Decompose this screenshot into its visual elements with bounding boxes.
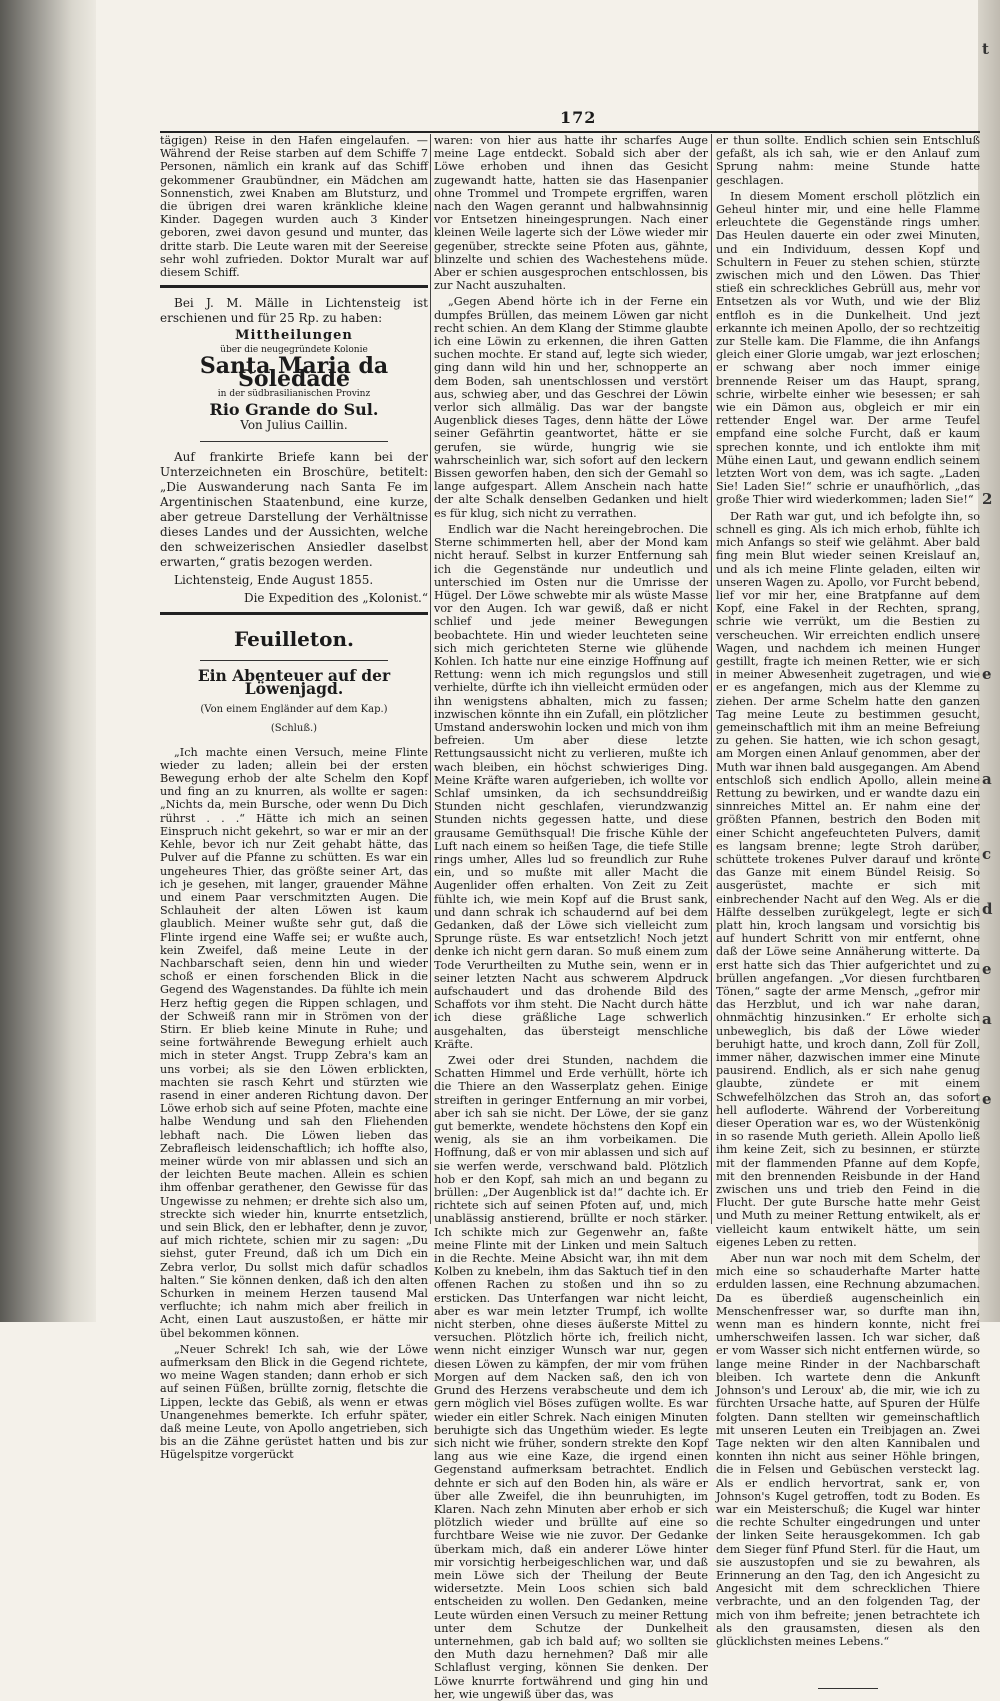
margin-letter: e	[982, 1090, 992, 1108]
story-paragraph: „Neuer Schrek! Ich sah, wie der Löwe aufmerksam den Blick in die Gegend richtete, wo meine Wagen standen; dann erhob er sich auf seinen Füßen, brüllte zornig, fletschte die Lippen, leckte das Gebiß, als wenn er etwas Unangenehmes bemerkte. Ich erfuhr später, daß meine Leute, von Apollo angetrieben, sich bis an die Zähne gerüstet hatten und bis zur Hügelspitze vorgerückt	[160, 1342, 428, 1462]
story-paragraph: er thun sollte. Endlich schien sein Entschluß gefaßt, als ich sah, wie er den Anlauf zum Sprung nahm: meine Stunde hatte geschlagen.	[716, 134, 980, 187]
margin-letter: e	[982, 665, 992, 683]
ad-region: Rio Grande do Sul.	[209, 400, 379, 420]
ad-province: in der südbrasilianischen Provinz	[217, 389, 371, 400]
margin-letter: a	[982, 770, 992, 788]
column-divider	[711, 134, 712, 1224]
column-2	[434, 134, 708, 1701]
feuilleton-divider	[200, 660, 388, 661]
ad-author: Von Julius Caillin.	[240, 418, 348, 433]
ad-subtitle: über die neugegründete Kolonie	[220, 345, 368, 356]
margin-letter: d	[982, 900, 993, 918]
ad-date: Lichtensteig, Ende August 1855.	[174, 573, 374, 588]
page-binding-shadow	[0, 0, 96, 1322]
story-paragraph: Endlich war die Nacht hereingebrochen. Die Sterne schimmerten hell, aber der Mond kam nicht herauf. Selbst in kurzer Entfernung sah ich die Gegenstände nur undeutlich und unterschied im Osten nur die Umrisse der Hügel. Der Löwe schwebte mir als wüste Masse vor den Augen. Ich war gewiß, daß er nicht schlief und jede meiner Bewegungen beobachtete. Hin und wieder leuchteten seine sich mich gerichteten Sterne wie glühende Kohlen. Ich hatte nur eine einzige Hoffnung auf Rettung: wenn ich mich regungslos und still verhielte, dürfte ich ihn vielleicht ermüden oder ihn wenigstens abhalten, mich zu fassen; inzwischen könnte ihn ein Zufall, ein plötzlicher Umstand anderswohin locken und mich von ihm befreien. Um aber diese letzte Rettungsaussicht nicht zu verlieren, mußte ich wach bleiben, ein höchst schwieriges Ding. Meine Kräfte waren aufgerieben, ich wollte vor Schlaf umsinken, da ich sechsunddreißig Stunden nicht geschlafen, vierundzwanzig Stunden nichts gegessen hatte, und diese grausame Gemüthsqual! Die frische Kühle der Luft nach einem so heißen Tage, die tiefe Stille rings umher, Alles lud so freundlich zur Ruhe ein, und so mußte mit aller Macht die Augenlider offen erhalten. Von Zeit zu Zeit fühlte ich, wie mein Kopf auf die Brust sank, und dann schrak ich schaudernd auf bei dem Gedanken, daß der Löwe sich vielleicht zum Sprunge rüste. Es war entsetzlich! Noch jetzt denke ich nicht gern daran. So muß einem zum Tode Verurtheilten zu Muthe sein, wenn er in seiner letzten Nacht aus schwerem Alpdruck aufschaudert und das drohende Bild des Schaffots vor ihm steht. Die Nacht durch hätte ich diese gräßliche Lage schwerlich ausgehalten, das übersteigt menschliche Kräfte.	[434, 522, 708, 1051]
column-1	[160, 134, 428, 1462]
ad-divider	[200, 441, 388, 442]
ad-body: Auf frankirte Briefe kann bei der Unterzeichneten ein Broschüre, betitelt: „Die Auswanderung nach Santa Fe im Argentinischen Staatenbund, eine kurze, aber getreue Darstellung der Verhältnisse dieses Landes und der Aussichten, welche den schweizerischen Ansiedler daselbst erwarten,“ gratis bezogen werden.	[160, 450, 428, 570]
story-source: (Von einem Engländer auf dem Kap.)	[200, 704, 388, 716]
story-paragraph: „Gegen Abend hörte ich in der Ferne ein dumpfes Brüllen, das meinem Löwen gar nicht recht schien. An dem Klang der Stimme glaubte ich eine Löwin zu erkennen, die ihren Gatten suchen mochte. Er stand auf, legte sich wieder, ging dann wild hin und her, schnopperte an dem Boden, sah unentschlossen und verstört aus, schwieg aber, und das Geschrei der Löwin verlor sich allmälig. Das war der bangste Augenblick dieses Tages, denn hätte der Löwe seiner Gefährtin geantwortet, hätte er sie gerufen, sie würde, hungrig wie sie wahrscheinlich war, sich sofort auf den leckern Bissen geworfen haben, den sich der Gemahl so lange aufgespart. Allem Anschein nach hatte der alte Schalk denselben Gedanken und hielt es für klug, sich nicht zu verrathen.	[434, 295, 708, 520]
newspaper-page	[160, 100, 980, 1701]
section-rule	[160, 612, 428, 615]
ad-title: Mittheilungen	[235, 328, 353, 344]
margin-letter: e	[982, 960, 992, 978]
story-paragraph: Aber nun war noch mit dem Schelm, der mich eine so schauderhafte Marter hatte erdulden lassen, eine Rechnung abzumachen. Da es überdieß augenscheinlich ein Menschenfresser war, so durfte man ihn, wenn man es hindern konnte, nicht frei umherschweifen lassen. Ich war sicher, daß er vom Wasser sich nicht entfernen würde, so lange meine Rinder in der Nachbarschaft bleiben. Ich wartete denn die Ankunft Johnson's und Leroux' ab, die mir, wie ich zu fürchten Ursache hatte, auf Spuren der Hülfe folgten. Dann stellten wir gemeinschaftlich mit unseren Leuten ein Treibjagen an. Zwei Tage nekten wir den alten Kannibalen und konnten ihn nicht aus seiner Höhle bringen, die in Felsen und Gebüschen versteckt lag. Als er endlich hervortrat, sank er, von Johnson's Kugel getroffen, todt zu Boden. Es war ein Meisterschuß; die Kugel war hinter die rechte Schulter eingedrungen und unter der linken Seite herausgekommen. Ich gab dem Sieger fünf Pfund Sterl. für die Haut, um sie auszustopfen und sie zu bewahren, als Erinnerung an den Tag, den ich Angesicht zu Angesicht mit dem schrecklichen Thiere verbrachte, und an den folgenden Tag, der mich von ihm befreite; jenen betrachtete ich als den grausamsten, diesen als den glücklichsten meines Lebens.“	[716, 1252, 980, 1648]
header-rule	[160, 131, 980, 133]
adjacent-page-edge	[978, 0, 1000, 1322]
section-rule	[160, 285, 428, 288]
margin-letter: a	[982, 1010, 992, 1028]
page-number: 172	[560, 108, 597, 127]
story-part: (Schluß.)	[270, 723, 318, 735]
ad-signature: Die Expedition des „Kolonist.“	[243, 591, 428, 606]
closing-rule	[818, 1688, 878, 1689]
news-tail: tägigen) Reise in den Hafen eingelaufen. — Während der Reise starben auf dem Schiffe 7 Personen, nämlich ein krank auf das Schiff gekommener Graubündner, ein Mädchen am Sonnenstich, zwei Knaben am Blutsturz, und die übrigen drei waren kränkliche kleine Kinder. Dagegen wurden auch 3 Kinder geboren, zwei davon gesund und munter, das dritte starb. Die Leute waren mit der Seereise sehr wohl zufrieden. Doktor Muralt war auf diesem Schiff.	[160, 134, 428, 280]
feuilleton-heading: Feuilleton.	[234, 626, 354, 651]
margin-letter: c	[982, 845, 992, 863]
advertisement	[160, 296, 428, 605]
story-paragraph: In diesem Moment erscholl plötzlich ein Geheul hinter mir, und eine helle Flamme erleuchtete die Gegenstände rings umher. Das Heulen dauerte ein oder zwei Minuten, und ein Individuum, dessen Kopf und Schultern in Feuer zu stehen schien, stürzte zwischen mich und den Löwen. Das Thier stieß ein schreckliches Gebrüll aus, mehr vor Entsetzen als vor Wuth, und wie der Bliz entfloh es in die Dunkelheit. Und jezt erkannte ich meinen Apollo, der so rechtzeitig zur Stelle kam. Die Flamme, die ihn Anfangs gleich einer Glorie umgab, war jezt erloschen; er schwang aber noch immer einige brennende Reiser um das Haupt, sprang, schrie, wirbelte einher wie besessen; er sah wie ein Dämon aus, obgleich er mir ein rettender Engel war. Der arme Teufel empfand eine solche Furcht, daß er kaum sprechen konnte, und ich entlokte ihm mit Mühe einen Laut, und gewann endlich seinem letzten Wort von dem, was ich sagte. „Laden Sie! Laden Sie!“ schrie er unaufhörlich, „das große Thier wird wiederkommen; laden Sie!“	[716, 189, 980, 507]
story-paragraph: Der Rath war gut, und ich befolgte ihn, so schnell es ging. Als ich mich erhob, fühlte ich mich Anfangs so steif wie gelähmt. Aber bald fing mein Blut wieder seinen Kreislauf an, und als ich meine Flinte geladen, eilten wir unseren Wagen zu. Apollo, vor Furcht bebend, lief vor mir her, eine Bratpfanne auf dem Kopf, eine Fakel in der Rechten, sprang, schrie wie verrükt, um die Bestien zu verscheuchen. Wir erreichten endlich unsere Wagen, und nachdem ich meinen Hunger gestillt, fragte ich meinen Retter, wie er sich in meiner Abwesenheit zugetragen, und wie er es angefangen, mich aus der Klemme zu ziehen. Der arme Schelm hatte den ganzen Tag meine Leute zu bestimmen gesucht, gemeinschaftlich mit ihm an meine Befreiung zu gehen. Sie hatten, wie ich schon gesagt, am Morgen einen Anlauf genommen, aber der Muth war ihnen bald ausgegangen. Am Abend entschloß sich endlich Apollo, allein meine Rettung zu bewirken, und er wandte dazu ein sinnreiches Mittel an. Er nahm eine der größten Pfannen, bestrich den Boden mit einer Schicht angefeuchteten Pulvers, damit es langsam brenne; legte Stroh darüber, schüttete trokenes Pulver darauf und krönte das Ganze mit einem Bündel Reisig. So ausgerüstet, machte er sich mit einbrechender Nacht auf den Weg. Als er die Hälfte desselben zurükgelegt, legte er sich platt hin, kroch langsam und vorsichtig bis auf hundert Schritt von mir entfernt, ohne daß der Löwe seine Annäherung witterte. Da erst hatte sich das Thier aufgerichtet und zu brüllen angefangen. „Vor diesen furchtbaren Tönen,“ sagte der arme Mensch, „gefror mir das Herzblut, und ich war nahe daran, ohnmächtig hinzusinken.“ Er erholte sich unbeweglich, bis daß der Löwe wieder beruhigt hatte, und kroch dann, Zoll für Zoll, immer näher, dazwischen immer eine Minute pausirend. Endlich, als er sich nahe genug glaubte, zündete er mit einem Schwefelhölzchen das Stroh an, das sofort hell aufloderte. Während der Vorbereitung dieser Operation war es, wo der Wüstenkönig in so rasende Muth gerieth. Allein Apollo ließ ihm keine Zeit, sich zu besinnen, er stürzte mit der flammenden Pfanne auf dem Kopfe, mit den brennenden Reisbunde in der Hand zwischen uns und trieb den Feind in die Flucht. Der gute Bursche hatte mehr Geist und Muth zu meiner Rettung entwikelt, als er vielleicht kaum entwikelt hätte, um sein eigenes Leben zu retten.	[716, 509, 980, 1249]
column-divider	[430, 134, 431, 1224]
story-title: Ein Abenteuer auf der Löwenjagd.	[197, 665, 391, 699]
margin-letter: t	[982, 40, 989, 58]
ad-colony-name: Santa Maria da Soledade	[199, 352, 389, 392]
story-paragraph: waren: von hier aus hatte ihr scharfes Auge meine Lage entdeckt. Sobald sich aber der Löwe erhoben und ihnen das Gesicht zugewandt hatte, hatten sie das Hasenpanier ohne Trommel und Trompete ergriffen, waren nach den Wagen gerannt und halbwahnsinnig vor Entsetzen hineingesprungen. Nach einer kleinen Weile lagerte sich der Löwe wieder mir gegenüber, streckte seine Pfoten aus, gähnte, blinzelte und schien des Wachestehens müde. Aber er schien ausgesprochen entschlossen, bis zur Nacht auszuhalten.	[434, 134, 708, 293]
column-3	[716, 134, 980, 1648]
story-paragraph: Zwei oder drei Stunden, nachdem die Schatten Himmel und Erde verhüllt, hörte ich die Thiere an den Wasserplatz gehen. Einige streiften in geringer Entfernung an mir vorbei, aber ich sah sie nicht. Der Löwe, der sie ganz gut bemerkte, wendete höchstens den Kopf ein wenig, als sie an ihm vorbeikamen. Die Hoffnung, daß er von mir ablassen und sich auf sie werfen werde, verschwand bald. Plötzlich hob er den Kopf, sah mich an und begann zu brüllen: „Der Augenblick ist da!“ dachte ich. Er richtete sich auf seinen Pfoten auf, und, mich unablässig anstierend, brüllte er noch stärker. Ich schikte mich zur Gegenwehr an, faßte meine Flinte mit der Linken und mein Saltuch in die Rechte. Meine Absicht war, ihn mit dem Kolben zu knebeln, ihm das Saktuch tief in den offenen Rachen zu stoßen und ihn so zu ersticken. Das Unterfangen war nicht leicht, aber es war mein letzter Trumpf, ich wollte nicht sterben, ohne dieses äußerste Mittel zu versuchen. Plötzlich hörte ich, freilich nicht, wenn nicht einziger Wunsch war nur, gegen diesen Löwen zu kämpfen, der mir vom frühen Morgen auf dem Nacken saß, den ich von Grund des Herzens verabscheute und dem ich gern möglich viel Böses zufügen wollte. Es war wieder ein eitler Schrek. Nach einigen Minuten beruhigte sich das Ungethüm wieder. Es legte sich nicht wie früher, sondern strekte den Kopf lang aus wie eine Kaze, die irgend einen Gegenstand aufmerksam betrachtet. Endlich dehnte er sich auf den Boden hin, als wäre er über alle Zweifel, die ihn beunruhigten, im Klaren. Nach zehn Minuten aber erhob er sich plötzlich wieder und brüllte auf eine so furchtbare Weise wie nie zuvor. Der Gedanke überkam mich, daß ein anderer Löwe hinter mir vorsichtig herbeigeschlichen war, und daß mein Löwe sich der Theilung der Beute widersetzte. Mein Loos schien sich bald entscheiden zu wollen. Den Gedanken, meine Leute würden einen Versuch zu meiner Rettung unter dem Schutze der Dunkelheit unternehmen, gab ich bald auf; wo sollten sie den Muth dazu hernehmen? Daß mir alle Schlaflust verging, können Sie denken. Der Löwe knurrte fortwährend und ging hin und her, wie ungewiß über das, was	[434, 1054, 708, 1701]
margin-letter: 2	[982, 490, 993, 508]
ad-intro: Bei J. M. Mälle in Lichtensteig ist erschienen und für 25 Rp. zu haben:	[160, 296, 428, 326]
story-paragraph: „Ich machte einen Versuch, meine Flinte wieder zu laden; allein bei der ersten Bewegung erhob der alte Schelm den Kopf und fing an zu knurren, als wollte er sagen: „Nichts da, mein Bursche, oder wenn Du Dich rührst . . .“ Hätte ich mich an seinen Einspruch nicht gekehrt, so war er mir an der Kehle, bevor ich nur Zeit gehabt hätte, das Pulver auf die Pfanne zu schütten. Es war ein ungeheures Thier, das größte seiner Art, das ich je gesehen, mit langer, grauender Mähne und einem Paar verschmitzten Augen. Die Schlauheit der alten Löwen ist kaum glaublich. Meiner wußte sehr gut, daß die Flinte irgend eine Waffe sei; er wußte auch, kein Zweifel, daß meine Leute in der Nachbarschaft seien, denn hin und wieder schoß er einen forschenden Blick in die Gegend des Wagenstandes. Da fühlte ich mein Herz heftig gegen die Rippen schlagen, und der Schweiß rann mir in Strömen von der Stirn. Er blieb keine Minute in Ruhe; und seine fortwährende Bewegung erhielt auch mich in steter Angst. Trupp Zebra's kam an uns vorbei; als sie den Löwen erblickten, machten sie rasch Kehrt und stürzten wie rasend in einer anderen Richtung davon. Der Löwe erhob sich auf seine Pfoten, machte eine halbe Wendung und sah den Fliehenden lebhaft nach. Die Löwen lieben das Zebrafleisch leidenschaftlich; ich hoffte also, meiner würde von mir ablassen und sich an der leichten Beute machen. Allein es schien ihm offenbar gerathener, den Gewisse für das Ungewisse zu nehmen; er drehte sich also um, streckte sich wieder hin, knurrte entsetzlich, und sein Blick, den er lebhafter, denn je zuvor, auf mich richtete, schien mir zu sagen: „Du siehst, guter Freund, daß ich um Dich ein Zebra verlor, Du sollst mich dafür schadlos halten.“ Sie können denken, daß ich den alten Schurken in meinem Herzen tausend Mal verfluchte; ich nahm mich aber freilich in Acht, einen Laut auszustoßen, er hätte mir übel bekommen können.	[160, 745, 428, 1340]
